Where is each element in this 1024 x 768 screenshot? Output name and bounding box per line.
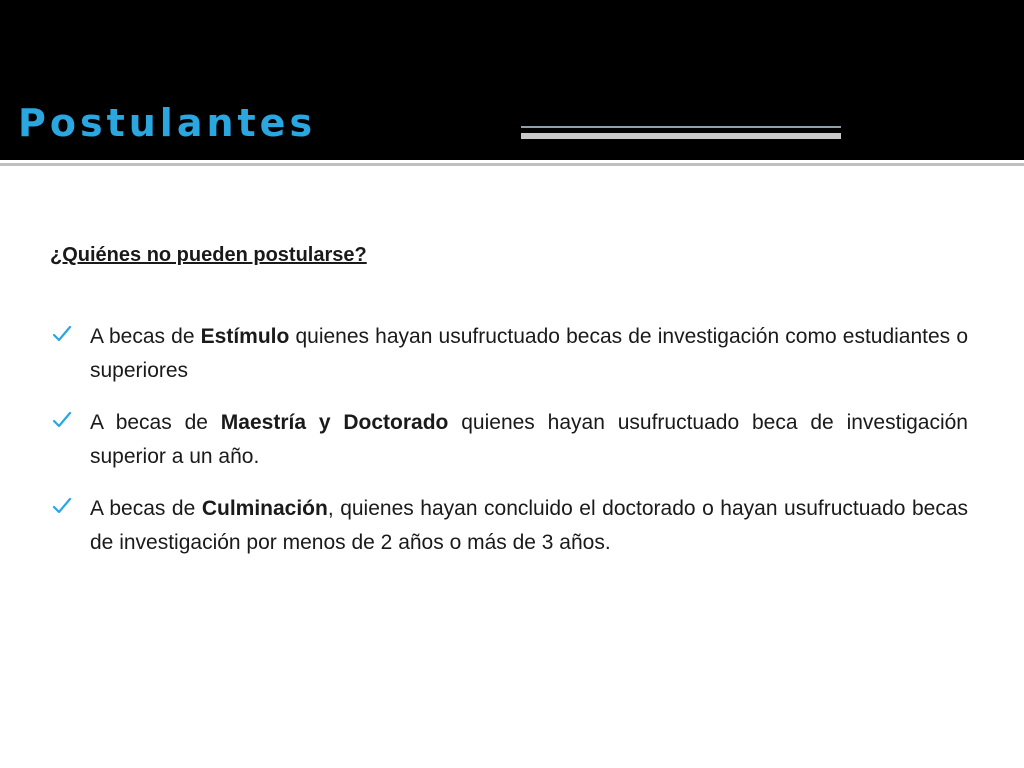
bullet-text-pre: A becas de [90,411,221,434]
header-separator [0,163,1024,166]
bullet-text-pre: A becas de [90,497,202,520]
checkmark-icon [52,496,72,516]
checkmark-icon [52,410,72,430]
bullet-text-pre: A becas de [90,325,201,348]
bullet-item-culminacion [50,492,968,560]
bullet-text-post: quienes hayan usufructuado becas de investigación como estudiantes o superiores [90,325,968,382]
title-decoration-thick-line [521,133,841,139]
title-bar [0,0,1024,160]
bullet-text-bold: Estímulo [200,325,290,348]
slide-title: Postulantes [18,101,317,145]
question-heading: ¿Quiénes no pueden postularse? [50,244,367,266]
bullet-item-maestria-doctorado [50,406,968,474]
bullet-text-post: quienes hayan usufructuado beca de investigación superior a un año. [90,411,968,468]
checkmark-icon [52,324,72,344]
bullet-text-bold: Maestría y Doctorado [220,411,449,434]
title-decoration-thin-line [521,126,841,128]
bullet-item-estimulo [50,320,968,388]
bullet-text-post: , quienes hayan concluido el doctorado o hayan usufructuado becas de investigación por menos de 2 años o más de 3 años. [90,497,969,554]
bullet-text-bold: Culminación [201,497,328,520]
slide-body [50,238,968,578]
bullet-list [50,320,968,560]
